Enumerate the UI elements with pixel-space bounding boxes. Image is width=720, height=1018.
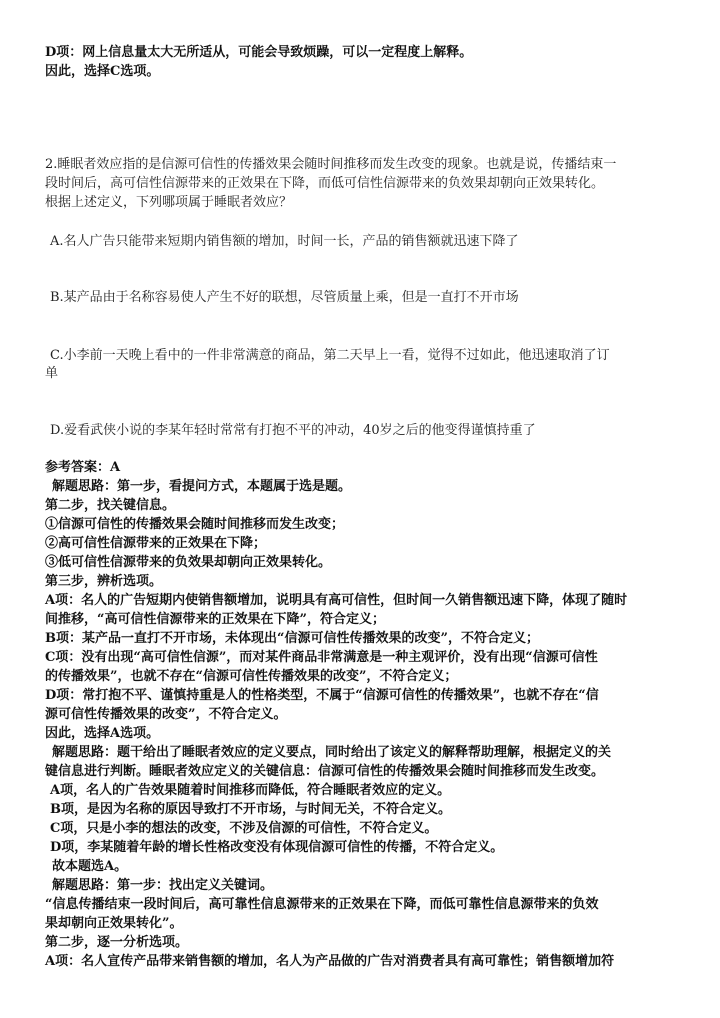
analysis-line: 第二步，找关键信息。 [45, 498, 176, 513]
analysis-line: 第三步，辨析选项。 [45, 574, 163, 589]
analysis-line: A项：名人的广告短期内使销售额增加，说明具有高可信性，但时间一久销售额迅速下降，体现了随时 [45, 593, 628, 608]
analysis-line: ①信源可信性的传播效果会随时间推移而发生改变； [45, 517, 345, 532]
analysis-line: “信息传播结束一段时间后，高可靠性信息源带来的正效果在下降，而低可靠性信息源带来的负效 [45, 897, 599, 912]
analysis-line: A项，名人的广告效果随着时间推移而降低，符合睡眠者效应的定义。 [50, 783, 451, 798]
analysis-line: ③低可信性信源带来的负效果却朝向正效果转化。 [45, 555, 332, 570]
prev-conclusion: 因此，选择C选项。 [45, 64, 160, 79]
option-b: B.某产品由于名称容易使人产生不好的联想，尽管质量上乘，但是一直打不开市场 [50, 290, 519, 305]
analysis-line: B项：某产品一直打不开市场，未体现出“信源可信性传播效果的改变”，不符合定义； [45, 631, 539, 646]
analysis-line: 第二步，逐一分析选项。 [45, 935, 189, 950]
analysis-line: B项，是因为名称的原因导致打不开市场，与时间无关，不符合定义。 [50, 802, 451, 817]
analysis-line: 因此，选择A选项。 [45, 726, 160, 741]
answer-label: 参考答案：A [45, 460, 121, 475]
analysis-line: ②高可信性信源带来的正效果在下降； [45, 536, 267, 551]
option-a: A.名人广告只能带来短期内销售额的增加，时间一长，产品的销售额就迅速下降了 [50, 234, 519, 249]
option-c-line-1: C.小李前一天晚上看中的一件非常满意的商品，第二天早上一看，觉得不过如此，他迅速取消了订 [50, 348, 610, 363]
analysis-line: 解题思路：题干给出了睡眠者效应的定义要点，同时给出了该定义的解释帮助理解，根据定义的关 [52, 745, 612, 760]
analysis-line: D项，李某随着年龄的增长性格改变没有体现信源可信性的传播，不符合定义。 [50, 840, 504, 855]
option-d: D.爱看武侠小说的李某年轻时常常有打抱不平的冲动，40岁之后的他变得谨慎持重了 [50, 423, 536, 438]
analysis-line: 的传播效果”，也就不存在“信源可信性传播效果的改变”，不符合定义； [45, 669, 458, 684]
option-c-line-2: 单 [45, 366, 59, 381]
analysis-line: A项：名人宣传产品带来销售额的增加，名人为产品做的广告对消费者具有高可靠性；销售额增加符 [45, 954, 615, 969]
analysis-line: D项：常打抱不平、谨慎持重是人的性格类型，不属于“信源可信性的传播效果”，也就不存在“信 [45, 688, 599, 703]
prev-option-d-explanation: D项：网上信息量太大无所适从，可能会导致烦躁，可以一定程度上解释。 [45, 45, 473, 60]
analysis-line: 解题思路：第一步：找出定义关键词。 [52, 878, 274, 893]
analysis-line: 果却朝向正效果转化”。 [45, 916, 183, 931]
analysis-line: C项，只是小李的想法的改变，不涉及信源的可信性，不符合定义。 [50, 821, 438, 836]
analysis-line: 间推移，“高可信性信源带来的正效果在下降”，符合定义； [45, 612, 385, 627]
analysis-line: 解题思路：第一步，看提问方式，本题属于选是题。 [52, 479, 352, 494]
question-stem-line-1: 2.睡眠者效应指的是信源可信性的传播效果会随时间推移而发生改变的现象。也就是说，传播结束一 [45, 157, 617, 172]
analysis-line: 键信息进行判断。睡眠者效应定义的关键信息：信源可信性的传播效果会随时间推移而发生改变。 [45, 764, 605, 779]
analysis-line: 故本题选A。 [52, 859, 128, 874]
analysis-line: C项：没有出现“高可信性信源”，而对某件商品非常满意是一种主观评价，没有出现“信源可信性 [45, 650, 598, 665]
analysis-line: 源可信性传播效果的改变”，不符合定义。 [45, 707, 287, 722]
question-stem-line-2: 段时间后，高可信性信源带来的正效果在下降，而低可信性信源带来的负效果却朝向正效果转化。 [45, 176, 605, 191]
question-stem-line-3: 根据上述定义，下列哪项属于睡眠者效应？ [45, 195, 293, 210]
